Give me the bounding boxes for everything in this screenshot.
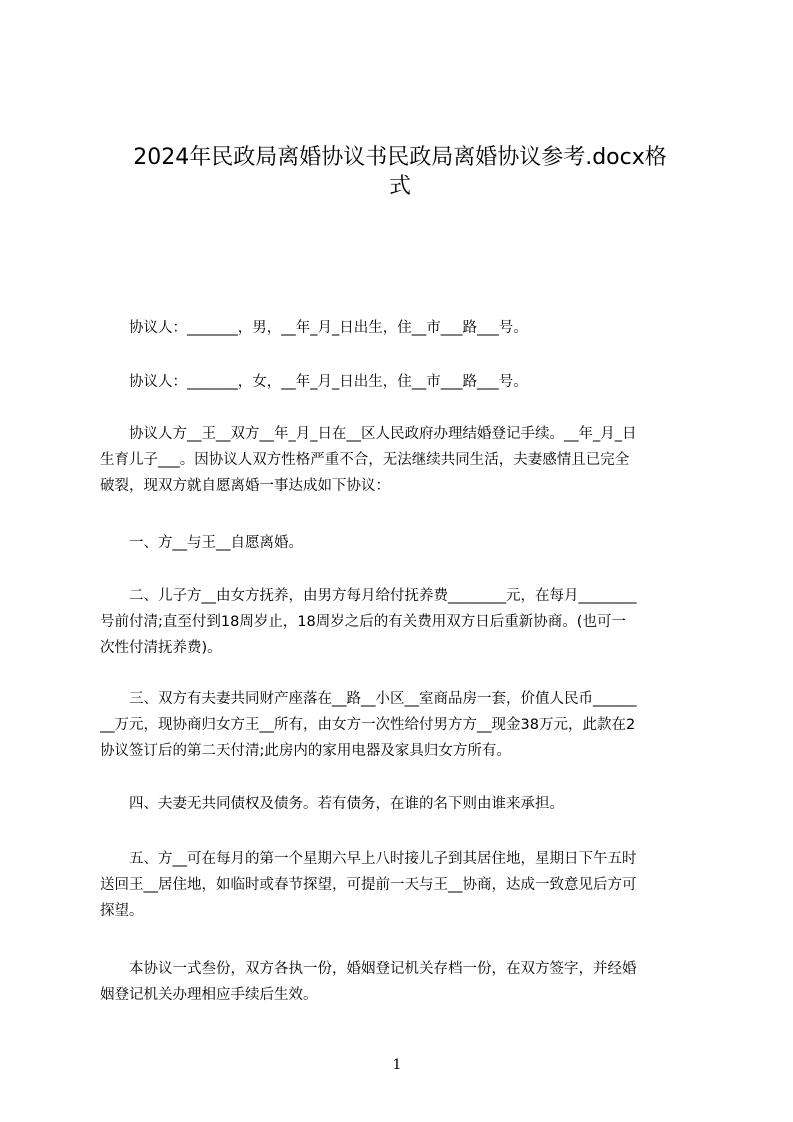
paragraph-line: 协议人：_______，男，__年_月_日出生，住__市___路___号。	[100, 320, 528, 336]
page-number: 1	[392, 1057, 402, 1073]
paragraph-background	[100, 421, 700, 499]
paragraph-line: 探望。	[100, 903, 144, 919]
paragraph-party-female	[100, 369, 700, 395]
paragraph-line: 三、双方有夫妻共同财产座落在__路__小区__室商品房一套，价值人民币______	[100, 691, 637, 707]
paragraph-line: 五、方__可在每月的第一个星期六早上八时接儿子到其居住地，星期日下午五时	[100, 851, 637, 867]
paragraph-line: 破裂，现双方就自愿离婚一事达成如下协议：	[100, 478, 390, 494]
title-line: 2024年民政局离婚协议书民政局离婚协议参考.docx格	[133, 145, 667, 170]
paragraph-clause-5	[100, 846, 700, 924]
paragraph-line: 姻登记机关办理相应手续后生效。	[100, 987, 318, 1003]
paragraph-line: 本协议一式叁份，双方各执一份，婚姻登记机关存档一份，在双方签字，并经婚	[100, 961, 637, 977]
paragraph-line: 一、方__与王__自愿离婚。	[100, 535, 303, 551]
title-line: 式	[388, 174, 411, 199]
paragraph-line: 号前付清;直至付到18周岁止，18周岁之后的有关费用双方日后重新协商。(也可一	[100, 614, 626, 630]
paragraph-closing	[100, 956, 700, 1008]
paragraph-line: 四、夫妻无共同债权及债务。若有债务，在谁的名下则由谁来承担。	[100, 796, 564, 812]
document-title	[100, 143, 700, 201]
paragraph-line: 协议人：_______，女，__年_月_日出生，住__市___路___号。	[100, 374, 528, 390]
paragraph-line: 送回王__居住地，如临时或春节探望，可提前一天与王__协商，达成一致意见后方可	[100, 877, 637, 893]
paragraph-clause-2	[100, 583, 700, 661]
paragraph-line: 协议签订后的第二天付清;此房内的家用电器及家具归女方所有。	[100, 743, 511, 759]
paragraph-line: 生育儿子___。因协议人双方性格严重不合，无法继续共同生活，夫妻感情且已完全	[100, 452, 630, 468]
paragraph-clause-4	[100, 791, 700, 817]
paragraph-line: 次性付清抚养费)。	[100, 640, 222, 656]
paragraph-line: 协议人方__王__双方__年_月_日在__区人民政府办理结婚登记手续。__年_月_日	[100, 426, 637, 442]
paragraph-line: 二、儿子方__由女方抚养，由男方每月给付抚养费________元，在每月________	[100, 588, 637, 604]
paragraph-line: __万元，现协商归女方王__所有，由女方一次性给付男方方__现金38万元，此款在2	[100, 717, 636, 733]
paragraph-clause-1	[100, 530, 700, 556]
paragraph-clause-3	[100, 686, 700, 764]
paragraph-party-male	[100, 315, 700, 341]
